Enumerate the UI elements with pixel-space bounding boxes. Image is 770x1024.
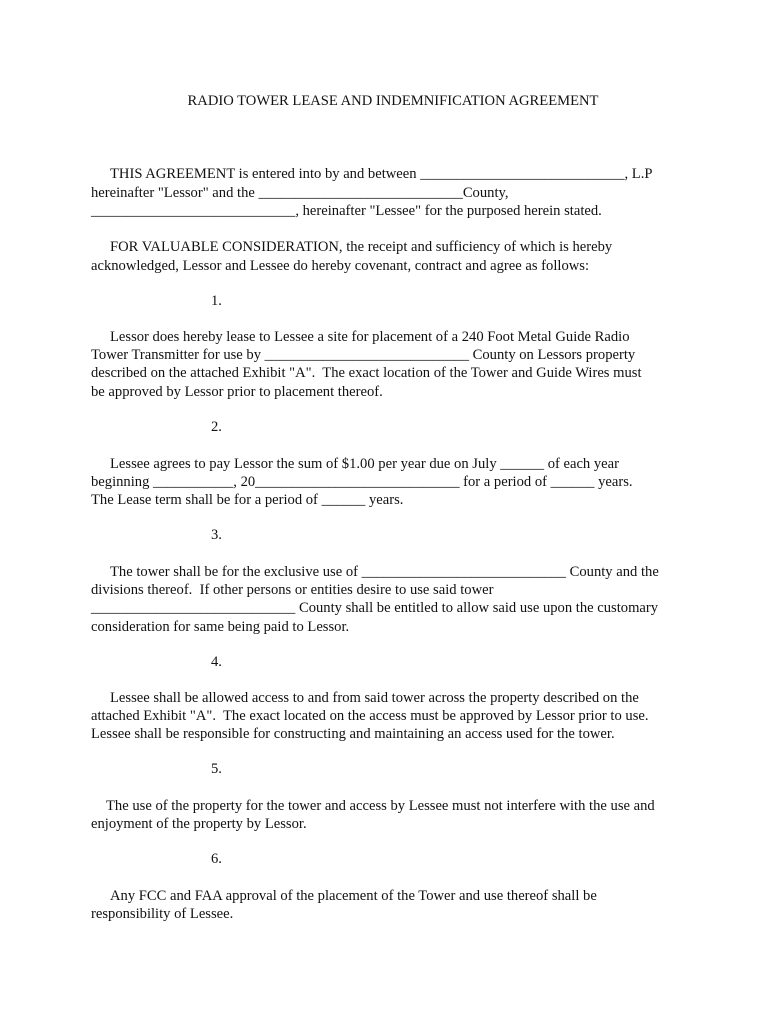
consideration-line-1: FOR VALUABLE CONSIDERATION, the receipt and sufficiency of which is hereby [110, 239, 613, 255]
section-2-line-3: The Lease term shall be for a period of ______ years. [91, 492, 404, 508]
consideration-line-2: acknowledged, Lessor and Lessee do hereby covenant, contract and agree as follows: [91, 258, 590, 274]
section-5-line-1: The use of the property for the tower and access by Lessee must not interfere with the use and [106, 798, 655, 814]
section-4-number: 4. [211, 654, 222, 670]
section-1-line-1: Lessor does hereby lease to Lessee a site for placement of a 240 Foot Metal Guide Radio [110, 329, 630, 345]
section-5-line-2: enjoyment of the property by Lessor. [91, 816, 307, 832]
document-title: RADIO TOWER LEASE AND INDEMNIFICATION AGREEMENT [187, 93, 599, 109]
section-5-number: 5. [211, 761, 222, 777]
section-4-line-1: Lessee shall be allowed access to and from said tower across the property described on the [110, 690, 639, 706]
section-2-line-1: Lessee agrees to pay Lessor the sum of $1.00 per year due on July ______ of each year [110, 456, 619, 472]
section-4-line-3: Lessee shall be responsible for constructing and maintaining an access used for the tower. [91, 726, 615, 742]
intro-line-3: ____________________________, hereinafter "Lessee" for the purposed herein stated. [91, 203, 602, 219]
section-6-line-1: Any FCC and FAA approval of the placement of the Tower and use thereof shall be [110, 888, 597, 904]
section-6-number: 6. [211, 851, 222, 867]
section-6-line-2: responsibility of Lessee. [91, 906, 234, 922]
section-3-line-4: consideration for same being paid to Lessor. [91, 619, 350, 635]
section-1-line-4: be approved by Lessor prior to placement thereof. [91, 384, 383, 400]
intro-line-1: THIS AGREEMENT is entered into by and between ____________________________, L.P [110, 166, 653, 182]
section-3-line-1: The tower shall be for the exclusive use of ____________________________ County and the [110, 564, 659, 580]
section-2-line-2: beginning ___________, 20____________________________ for a period of ______ years. [91, 474, 633, 490]
section-1-number: 1. [211, 293, 222, 309]
section-1-line-3: described on the attached Exhibit "A". The exact location of the Tower and Guide Wires must [91, 365, 642, 381]
intro-line-2: hereinafter "Lessor" and the ____________________________County, [91, 185, 509, 201]
section-3-line-3: ____________________________ County shall be entitled to allow said use upon the customary [91, 600, 659, 616]
section-3-number: 3. [211, 527, 222, 543]
section-4-line-2: attached Exhibit "A". The exact located on the access must be approved by Lessor prior to use. [91, 708, 649, 724]
section-3-line-2: divisions thereof. If other persons or entities desire to use said tower [91, 582, 494, 598]
section-1-line-2: Tower Transmitter for use by ____________________________ County on Lessors property [91, 347, 636, 363]
section-2-number: 2. [211, 419, 222, 435]
